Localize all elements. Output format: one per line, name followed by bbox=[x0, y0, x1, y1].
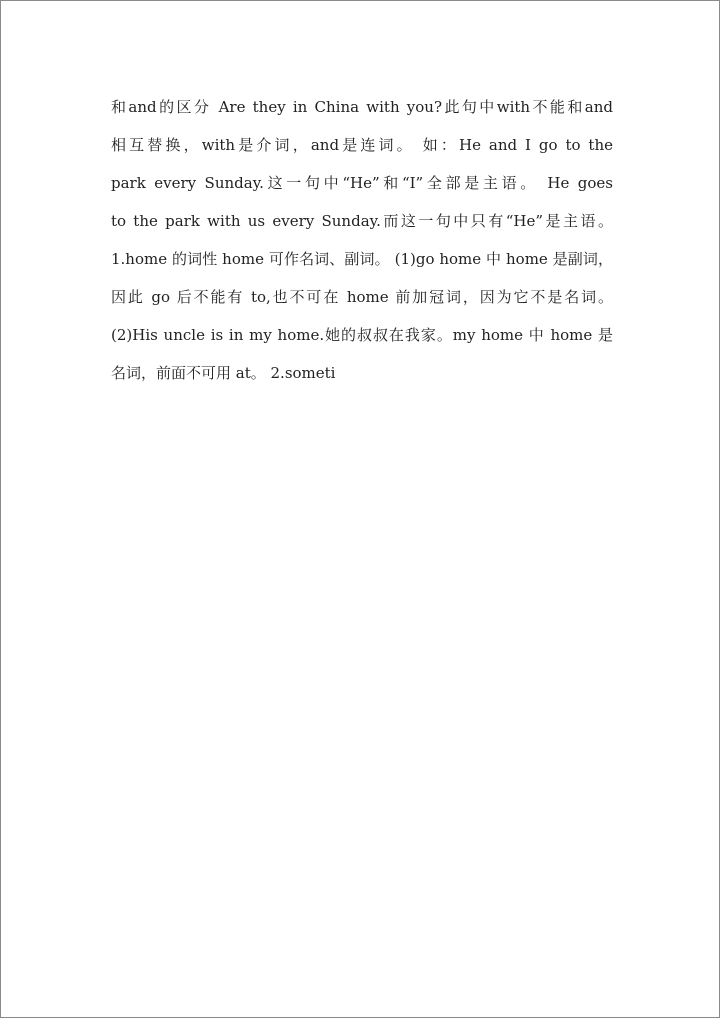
text-line-7: (2)His uncle is in my home.她的叔叔在我家。my home 中 home 是 bbox=[111, 326, 613, 344]
text-line-8: 名词，前面不可用 at。 2.someti bbox=[111, 364, 336, 382]
text-line-4: to the park with us every Sunday.而这一句中只有“He”是主语。 bbox=[111, 212, 613, 230]
text-line-2: 相互替换，with是介词，and是连词。 如：He and I go to the bbox=[111, 136, 613, 154]
text-line-6: 因此 go 后不能有 to,也不可在 home 前加冠词，因为它不是名词。 bbox=[111, 288, 613, 306]
document-body bbox=[111, 93, 613, 397]
text-line-5: 1.home 的词性 home 可作名词、副词。 (1)go home 中 home 是副词， bbox=[111, 250, 613, 268]
text-line-3: park every Sunday.这一句中“He”和“I”全部是主语。 He goes bbox=[111, 174, 613, 192]
text-line-1: 和and的区分 Are they in China with you?此句中with不能和and bbox=[111, 98, 613, 116]
